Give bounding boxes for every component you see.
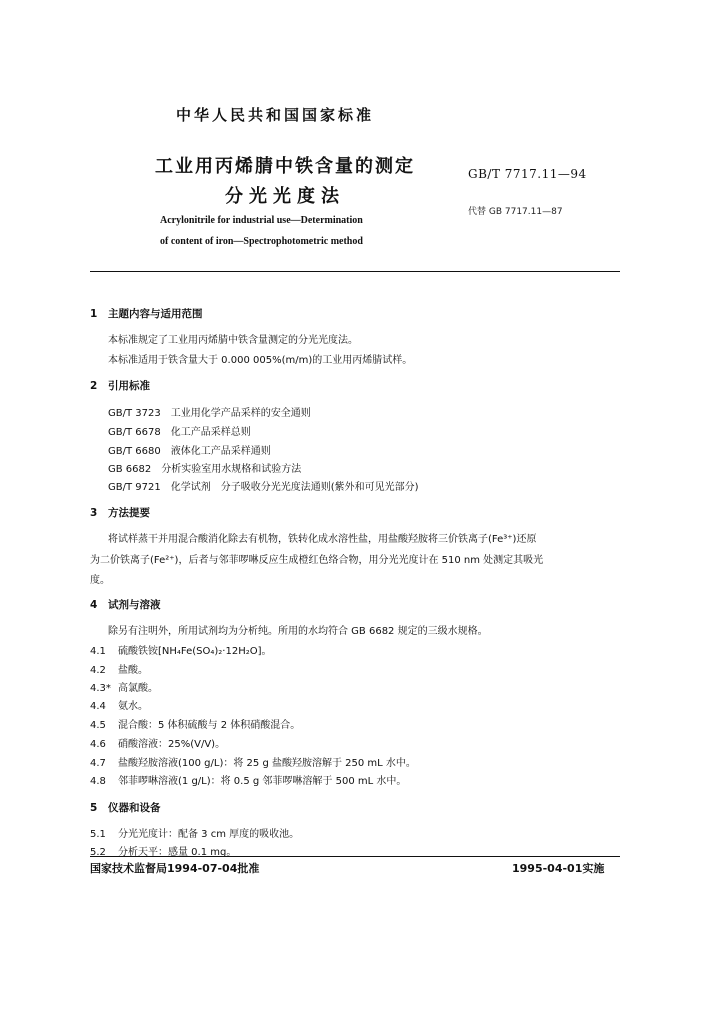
paragraph: 除另有注明外，所用试剂均为分析纯。所用的水均符合 GB 6682 规定的三级水规格。 — [108, 626, 488, 637]
document-title-line1: 工业用丙烯腈中铁含量的测定 — [155, 156, 415, 177]
item-text: 硫酸铁铵[NH₄Fe(SO₄)₂·12H₂O]。 — [118, 646, 272, 657]
section-number: 1 — [90, 308, 98, 320]
paragraph-line: 将试样蒸干并用混合酸消化除去有机物，铁转化成水溶性盐，用盐酸羟胺将三价铁离子(Fe³⁺)还原 — [108, 534, 537, 545]
item-text: 盐酸。 — [118, 665, 148, 676]
section-heading — [90, 505, 150, 520]
list-item — [90, 716, 300, 731]
paragraph: 本标准规定了工业用丙烯腈中铁含量测定的分光光度法。 — [108, 335, 358, 346]
list-item — [90, 679, 158, 694]
item-text: 盐酸羟胺溶液(100 g/L)：将 25 g 盐酸羟胺溶解于 250 mL 水中。 — [118, 758, 416, 769]
section-number: 2 — [90, 380, 98, 392]
paragraph: 本标准适用于铁含量大于 0.000 005%(m/m)的工业用丙烯腈试样。 — [108, 355, 413, 366]
reference-item: GB 6682 分析实验室用水规格和试验方法 — [108, 464, 302, 475]
list-item — [90, 825, 299, 840]
list-item — [90, 754, 416, 769]
section-heading — [90, 306, 203, 321]
section-heading — [90, 597, 161, 612]
list-item — [90, 642, 272, 657]
item-number: 4.4 — [90, 701, 106, 712]
reference-item: GB/T 3723 工业用化学产品采样的安全通则 — [108, 408, 311, 419]
item-number: 4.3* — [90, 683, 111, 694]
item-number: 5.1 — [90, 829, 106, 840]
paragraph-line: 度。 — [90, 575, 110, 586]
document-title-line2: 分光光度法 — [225, 186, 345, 207]
section-heading — [90, 378, 150, 393]
item-number: 4.2 — [90, 665, 106, 676]
nation-standard-heading: 中华人民共和国国家标准 — [175, 106, 374, 124]
item-number: 4.6 — [90, 739, 106, 750]
item-number: 4.1 — [90, 646, 106, 657]
approval-date: 国家技术监督局1994-07-04批准 — [90, 862, 260, 875]
list-item — [90, 697, 148, 712]
list-item — [90, 772, 406, 787]
item-number: 5.2 — [90, 847, 106, 858]
english-title-line1: Acrylonitrile for industrial use—Determination — [160, 215, 363, 226]
replaces-note: 代替 GB 7717.11—87 — [468, 207, 563, 217]
item-text: 氨水。 — [118, 701, 148, 712]
section-title: 主题内容与适用范围 — [108, 308, 203, 320]
item-text: 混合酸：5 体积硫酸与 2 体积硝酸混合。 — [118, 720, 301, 731]
section-title: 仪器和设备 — [108, 802, 161, 814]
english-title-line2: of content of iron—Spectrophotometric method — [160, 236, 363, 247]
item-text: 高氯酸。 — [118, 683, 158, 694]
section-title: 试剂与溶液 — [108, 599, 161, 611]
item-number: 4.5 — [90, 720, 106, 731]
list-item — [90, 735, 225, 750]
reference-item: GB/T 6680 液体化工产品采样通则 — [108, 446, 271, 457]
item-text: 硝酸溶液：25%(V/V)。 — [118, 739, 226, 750]
item-text: 分析天平：感量 0.1 mg。 — [118, 847, 237, 858]
section-number: 5 — [90, 802, 98, 814]
item-number: 4.7 — [90, 758, 106, 769]
footer-divider — [90, 856, 620, 857]
section-title: 引用标准 — [108, 380, 150, 392]
section-title: 方法提要 — [108, 507, 150, 519]
section-heading — [90, 800, 161, 815]
paragraph-line: 为二价铁离子(Fe²⁺)，后者与邻菲啰啉反应生成橙红色络合物，用分光光度计在 510 nm 处测定其吸光 — [90, 555, 544, 566]
item-number: 4.8 — [90, 776, 106, 787]
item-text: 邻菲啰啉溶液(1 g/L)：将 0.5 g 邻菲啰啉溶解于 500 mL 水中。 — [118, 776, 407, 787]
header-divider — [90, 271, 620, 272]
effective-date: 1995-04-01实施 — [512, 862, 605, 875]
item-text: 分光光度计：配备 3 cm 厚度的吸收池。 — [118, 829, 300, 840]
section-number: 4 — [90, 599, 98, 611]
reference-item: GB/T 6678 化工产品采样总则 — [108, 427, 251, 438]
reference-item: GB/T 9721 化学试剂 分子吸收分光光度法通则(紫外和可见光部分) — [108, 482, 419, 493]
section-number: 3 — [90, 507, 98, 519]
list-item — [90, 661, 148, 676]
standard-code: GB/T 7717.11—94 — [468, 167, 587, 181]
